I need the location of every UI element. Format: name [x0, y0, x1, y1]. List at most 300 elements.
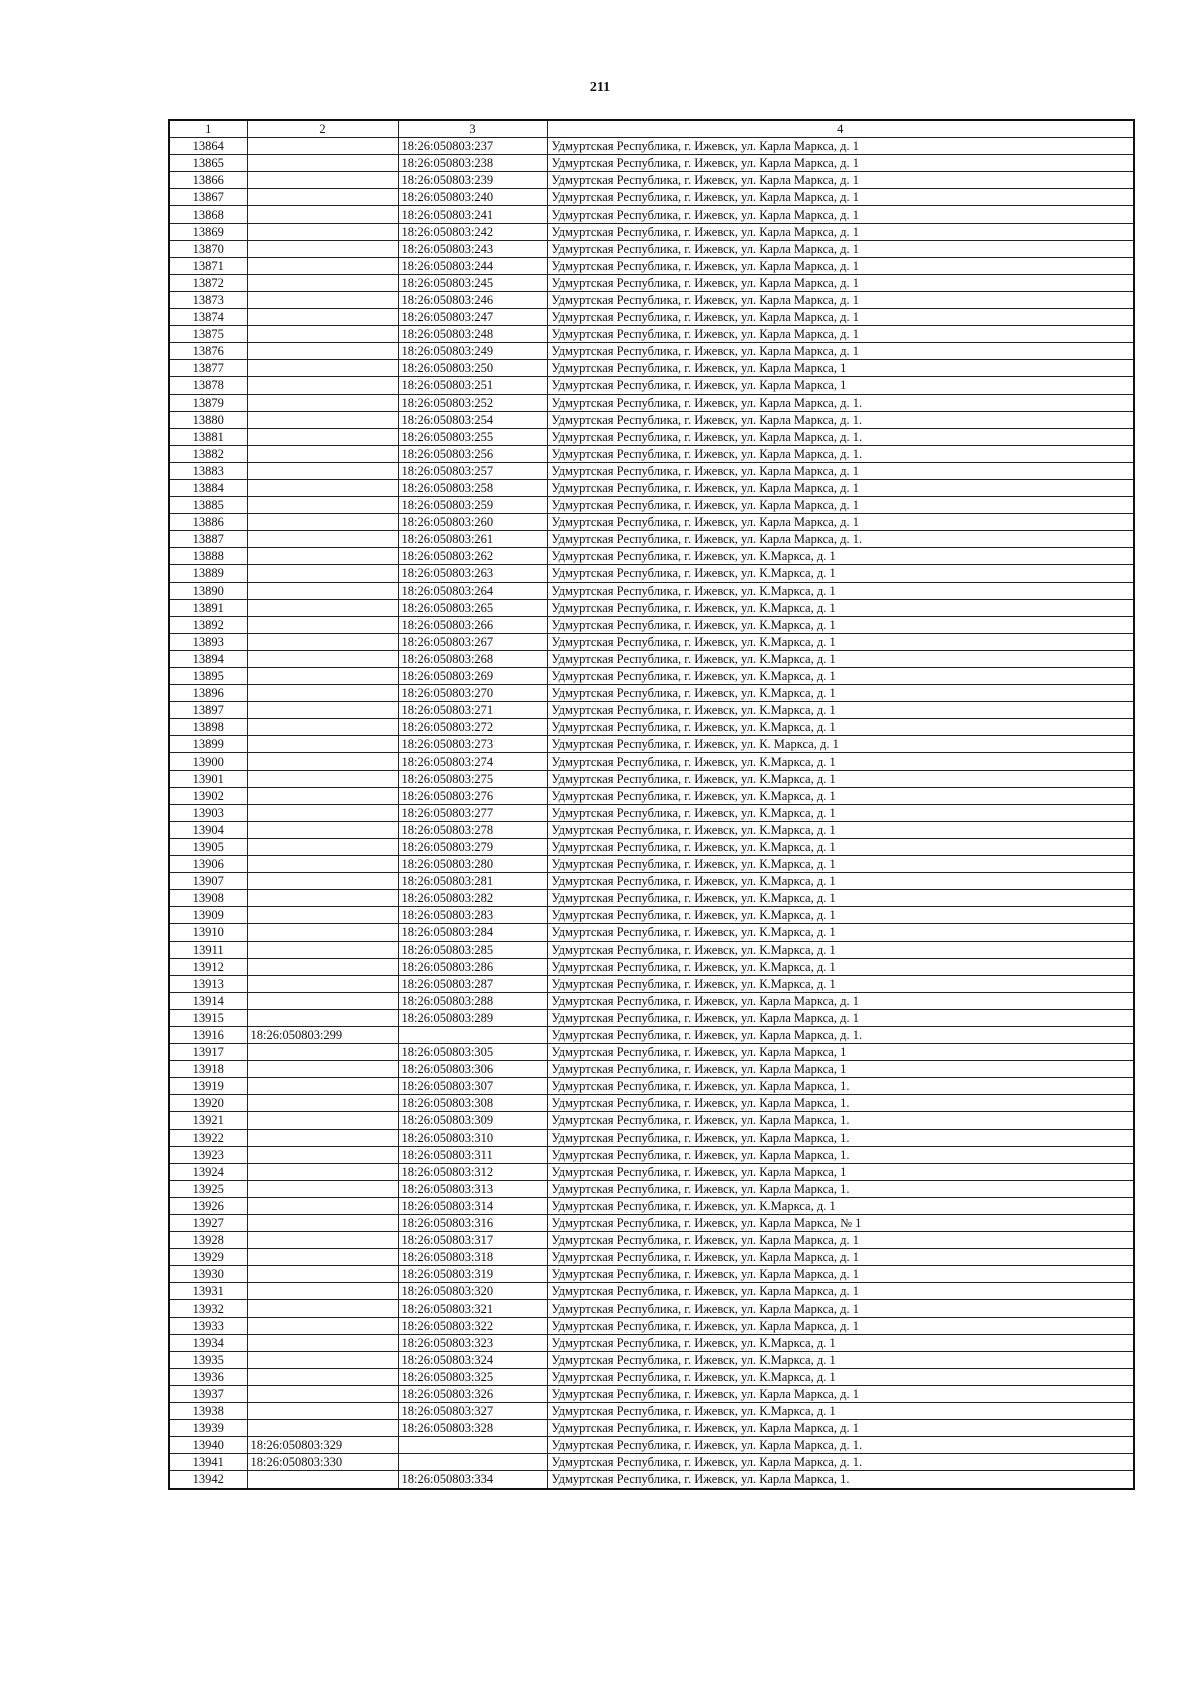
table-row	[169, 411, 1134, 428]
table-row	[169, 941, 1134, 958]
row-number-cell: 13894	[169, 650, 247, 667]
address-cell: Удмуртская Республика, г. Ижевск, ул. К.Маркса, д. 1	[547, 633, 1134, 650]
row-number-cell: 13905	[169, 838, 247, 855]
cadastral-number-cell-a	[247, 1146, 398, 1163]
address-cell: Удмуртская Республика, г. Ижевск, ул. Карла Маркса, д. 1	[547, 497, 1134, 514]
cadastral-number-cell-a	[247, 668, 398, 685]
cadastral-number-cell-b: 18:26:050803:251	[398, 377, 547, 394]
row-number-cell: 13889	[169, 565, 247, 582]
address-cell: Удмуртская Республика, г. Ижевск, ул. К.Маркса, д. 1	[547, 1197, 1134, 1214]
address-cell: Удмуртская Республика, г. Ижевск, ул. Карла Маркса, д. 1	[547, 291, 1134, 308]
cadastral-number-cell-a	[247, 804, 398, 821]
table-row	[169, 668, 1134, 685]
cadastral-number-cell-b: 18:26:050803:284	[398, 924, 547, 941]
row-number-cell: 13913	[169, 975, 247, 992]
row-number-cell: 13900	[169, 753, 247, 770]
cadastral-number-cell-b: 18:26:050803:252	[398, 394, 547, 411]
table-row	[169, 206, 1134, 223]
row-number-cell: 13881	[169, 428, 247, 445]
table-row	[169, 394, 1134, 411]
page-number: 211	[589, 80, 611, 95]
cadastral-number-cell-b: 18:26:050803:274	[398, 753, 547, 770]
address-cell: Удмуртская Республика, г. Ижевск, ул. Карла Маркса, 1.	[547, 1095, 1134, 1112]
cadastral-number-cell-b: 18:26:050803:322	[398, 1317, 547, 1334]
cadastral-number-cell-b: 18:26:050803:328	[398, 1420, 547, 1437]
cadastral-number-cell-a	[247, 1403, 398, 1420]
table-row	[169, 548, 1134, 565]
row-number-cell: 13942	[169, 1471, 247, 1489]
cadastral-number-cell-b: 18:26:050803:248	[398, 326, 547, 343]
cadastral-number-cell-b: 18:26:050803:326	[398, 1385, 547, 1402]
row-number-cell: 13920	[169, 1095, 247, 1112]
address-cell: Удмуртская Республика, г. Ижевск, ул. К.Маркса, д. 1	[547, 565, 1134, 582]
table-row	[169, 377, 1134, 394]
cadastral-number-cell-b: 18:26:050803:273	[398, 736, 547, 753]
address-cell: Удмуртская Республика, г. Ижевск, ул. Карла Маркса, д. 1	[547, 257, 1134, 274]
row-number-cell: 13906	[169, 856, 247, 873]
cadastral-number-cell-a	[247, 1471, 398, 1489]
cadastral-number-cell-b: 18:26:050803:261	[398, 531, 547, 548]
address-cell: Удмуртская Республика, г. Ижевск, ул. Карла Маркса, № 1	[547, 1215, 1134, 1232]
row-number-cell: 13877	[169, 360, 247, 377]
cadastral-number-cell-b: 18:26:050803:238	[398, 155, 547, 172]
address-cell: Удмуртская Республика, г. Ижевск, ул. К.Маркса, д. 1	[547, 787, 1134, 804]
table-row	[169, 1317, 1134, 1334]
row-number-cell: 13910	[169, 924, 247, 941]
table-row	[169, 1095, 1134, 1112]
table-row	[169, 1078, 1134, 1095]
table-body	[169, 138, 1134, 1489]
table-row	[169, 1454, 1134, 1471]
cadastral-number-cell-b: 18:26:050803:244	[398, 257, 547, 274]
address-cell: Удмуртская Республика, г. Ижевск, ул. Карла Маркса, д. 1	[547, 1266, 1134, 1283]
table-row	[169, 1266, 1134, 1283]
cadastral-number-cell-b: 18:26:050803:249	[398, 343, 547, 360]
address-cell: Удмуртская Республика, г. Ижевск, ул. К.Маркса, д. 1	[547, 702, 1134, 719]
row-number-cell: 13912	[169, 958, 247, 975]
table-row	[169, 1163, 1134, 1180]
table-row	[169, 240, 1134, 257]
cadastral-number-cell-b: 18:26:050803:276	[398, 787, 547, 804]
cadastral-number-cell-b: 18:26:050803:255	[398, 428, 547, 445]
row-number-cell: 13923	[169, 1146, 247, 1163]
row-number-cell: 13874	[169, 309, 247, 326]
cadastral-number-cell-a	[247, 1385, 398, 1402]
address-cell: Удмуртская Республика, г. Ижевск, ул. Карла Маркса, 1	[547, 360, 1134, 377]
table-row	[169, 1232, 1134, 1249]
column-header-4: 4	[547, 120, 1134, 138]
address-cell: Удмуртская Республика, г. Ижевск, ул. Карла Маркса, д. 1	[547, 1300, 1134, 1317]
address-cell: Удмуртская Республика, г. Ижевск, ул. Карла Маркса, д. 1	[547, 1420, 1134, 1437]
address-cell: Удмуртская Республика, г. Ижевск, ул. К.Маркса, д. 1	[547, 838, 1134, 855]
row-number-cell: 13908	[169, 890, 247, 907]
table-row	[169, 1403, 1134, 1420]
cadastral-number-cell-a	[247, 1283, 398, 1300]
address-cell: Удмуртская Республика, г. Ижевск, ул. Карла Маркса, 1	[547, 1163, 1134, 1180]
address-cell: Удмуртская Республика, г. Ижевск, ул. Карла Маркса, д. 1.	[547, 1454, 1134, 1471]
table-row	[169, 890, 1134, 907]
row-number-cell: 13864	[169, 138, 247, 155]
address-cell: Удмуртская Республика, г. Ижевск, ул. Карла Маркса, д. 1	[547, 1385, 1134, 1402]
cadastral-number-cell-b: 18:26:050803:321	[398, 1300, 547, 1317]
cadastral-number-cell-a	[247, 1163, 398, 1180]
table-row	[169, 1197, 1134, 1214]
address-cell: Удмуртская Республика, г. Ижевск, ул. К. Маркса, д. 1	[547, 736, 1134, 753]
column-header-3: 3	[398, 120, 547, 138]
cadastral-number-cell-b: 18:26:050803:266	[398, 616, 547, 633]
address-cell: Удмуртская Республика, г. Ижевск, ул. Карла Маркса, д. 1	[547, 172, 1134, 189]
cadastral-number-cell-b: 18:26:050803:287	[398, 975, 547, 992]
table-row	[169, 719, 1134, 736]
cadastral-number-cell-b: 18:26:050803:243	[398, 240, 547, 257]
row-number-cell: 13927	[169, 1215, 247, 1232]
address-cell: Удмуртская Республика, г. Ижевск, ул. К.Маркса, д. 1	[547, 599, 1134, 616]
cadastral-number-cell-a	[247, 548, 398, 565]
row-number-cell: 13935	[169, 1351, 247, 1368]
address-cell: Удмуртская Республика, г. Ижевск, ул. К.Маркса, д. 1	[547, 821, 1134, 838]
row-number-cell: 13907	[169, 873, 247, 890]
table-row	[169, 685, 1134, 702]
row-number-cell: 13901	[169, 770, 247, 787]
address-cell: Удмуртская Республика, г. Ижевск, ул. Карла Маркса, 1	[547, 1044, 1134, 1061]
table-row	[169, 907, 1134, 924]
cadastral-number-cell-b: 18:26:050803:257	[398, 462, 547, 479]
row-number-cell: 13926	[169, 1197, 247, 1214]
table-row	[169, 1385, 1134, 1402]
row-number-cell: 13940	[169, 1437, 247, 1454]
registry-table	[168, 119, 1135, 1490]
table-row	[169, 291, 1134, 308]
table-row	[169, 633, 1134, 650]
cadastral-number-cell-a	[247, 343, 398, 360]
cadastral-number-cell-a	[247, 138, 398, 155]
row-number-cell: 13867	[169, 189, 247, 206]
cadastral-number-cell-b: 18:26:050803:279	[398, 838, 547, 855]
table-row	[169, 428, 1134, 445]
row-number-cell: 13891	[169, 599, 247, 616]
table-row	[169, 856, 1134, 873]
row-number-cell: 13902	[169, 787, 247, 804]
row-number-cell: 13873	[169, 291, 247, 308]
cadastral-number-cell-b: 18:26:050803:288	[398, 992, 547, 1009]
row-number-cell: 13909	[169, 907, 247, 924]
cadastral-number-cell-a	[247, 1078, 398, 1095]
cadastral-number-cell-a	[247, 274, 398, 291]
cadastral-number-cell-a	[247, 1420, 398, 1437]
table-row	[169, 924, 1134, 941]
address-cell: Удмуртская Республика, г. Ижевск, ул. Карла Маркса, д. 1.	[547, 394, 1134, 411]
cadastral-number-cell-a	[247, 223, 398, 240]
cadastral-number-cell-a	[247, 753, 398, 770]
cadastral-number-cell-b: 18:26:050803:312	[398, 1163, 547, 1180]
address-cell: Удмуртская Республика, г. Ижевск, ул. К.Маркса, д. 1	[547, 1334, 1134, 1351]
column-header-2: 2	[247, 120, 398, 138]
cadastral-number-cell-a	[247, 1215, 398, 1232]
address-cell: Удмуртская Республика, г. Ижевск, ул. Карла Маркса, д. 1	[547, 189, 1134, 206]
table-row	[169, 1300, 1134, 1317]
table-row	[169, 1249, 1134, 1266]
cadastral-number-cell-b: 18:26:050803:305	[398, 1044, 547, 1061]
table-row	[169, 1112, 1134, 1129]
cadastral-number-cell-b: 18:26:050803:260	[398, 514, 547, 531]
cadastral-number-cell-a	[247, 736, 398, 753]
address-cell: Удмуртская Республика, г. Ижевск, ул. Карла Маркса, д. 1.	[547, 445, 1134, 462]
table-row	[169, 326, 1134, 343]
cadastral-number-cell-b: 18:26:050803:324	[398, 1351, 547, 1368]
cadastral-number-cell-b: 18:26:050803:283	[398, 907, 547, 924]
row-number-cell: 13903	[169, 804, 247, 821]
cadastral-number-cell-a	[247, 479, 398, 496]
cadastral-number-cell-a	[247, 873, 398, 890]
cadastral-number-cell-b: 18:26:050803:271	[398, 702, 547, 719]
cadastral-number-cell-a	[247, 257, 398, 274]
cadastral-number-cell-a	[247, 633, 398, 650]
row-number-cell: 13890	[169, 582, 247, 599]
cadastral-number-cell-b: 18:26:050803:264	[398, 582, 547, 599]
row-number-cell: 13933	[169, 1317, 247, 1334]
row-number-cell: 13876	[169, 343, 247, 360]
row-number-cell: 13939	[169, 1420, 247, 1437]
address-cell: Удмуртская Республика, г. Ижевск, ул. Карла Маркса, 1.	[547, 1078, 1134, 1095]
cadastral-number-cell-b: 18:26:050803:269	[398, 668, 547, 685]
row-number-cell: 13936	[169, 1368, 247, 1385]
address-cell: Удмуртская Республика, г. Ижевск, ул. К.Маркса, д. 1	[547, 1403, 1134, 1420]
cadastral-number-cell-a	[247, 1232, 398, 1249]
row-number-cell: 13904	[169, 821, 247, 838]
cadastral-number-cell-a	[247, 445, 398, 462]
address-cell: Удмуртская Республика, г. Ижевск, ул. Карла Маркса, д. 1	[547, 1009, 1134, 1026]
table-row	[169, 873, 1134, 890]
cadastral-number-cell-b: 18:26:050803:254	[398, 411, 547, 428]
table-row	[169, 1420, 1134, 1437]
cadastral-number-cell-a	[247, 1197, 398, 1214]
table-row	[169, 172, 1134, 189]
row-number-cell: 13897	[169, 702, 247, 719]
table-row	[169, 958, 1134, 975]
address-cell: Удмуртская Республика, г. Ижевск, ул. Карла Маркса, д. 1	[547, 479, 1134, 496]
cadastral-number-cell-b: 18:26:050803:311	[398, 1146, 547, 1163]
cadastral-number-cell-b: 18:26:050803:308	[398, 1095, 547, 1112]
cadastral-number-cell-b: 18:26:050803:268	[398, 650, 547, 667]
row-number-cell: 13884	[169, 479, 247, 496]
row-number-cell: 13870	[169, 240, 247, 257]
row-number-cell: 13917	[169, 1044, 247, 1061]
cadastral-number-cell-b: 18:26:050803:316	[398, 1215, 547, 1232]
cadastral-number-cell-a	[247, 1368, 398, 1385]
cadastral-number-cell-a	[247, 719, 398, 736]
table-row	[169, 360, 1134, 377]
table-row	[169, 462, 1134, 479]
row-number-cell: 13882	[169, 445, 247, 462]
cadastral-number-cell-b: 18:26:050803:258	[398, 479, 547, 496]
cadastral-number-cell-a	[247, 1095, 398, 1112]
row-number-cell: 13879	[169, 394, 247, 411]
row-number-cell: 13886	[169, 514, 247, 531]
cadastral-number-cell-a	[247, 326, 398, 343]
cadastral-number-cell-b	[398, 1026, 547, 1043]
cadastral-number-cell-b: 18:26:050803:242	[398, 223, 547, 240]
table-row	[169, 1061, 1134, 1078]
cadastral-number-cell-a	[247, 770, 398, 787]
cadastral-number-cell-a	[247, 377, 398, 394]
row-number-cell: 13898	[169, 719, 247, 736]
column-header-1: 1	[169, 120, 247, 138]
cadastral-number-cell-a	[247, 599, 398, 616]
cadastral-number-cell-a	[247, 565, 398, 582]
address-cell: Удмуртская Республика, г. Ижевск, ул. Карла Маркса, д. 1	[547, 462, 1134, 479]
table-row	[169, 787, 1134, 804]
cadastral-number-cell-a	[247, 1334, 398, 1351]
cadastral-number-cell-a	[247, 206, 398, 223]
address-cell: Удмуртская Республика, г. Ижевск, ул. Карла Маркса, д. 1	[547, 1232, 1134, 1249]
address-cell: Удмуртская Республика, г. Ижевск, ул. Карла Маркса, д. 1.	[547, 1437, 1134, 1454]
row-number-cell: 13938	[169, 1403, 247, 1420]
table-row	[169, 257, 1134, 274]
address-cell: Удмуртская Республика, г. Ижевск, ул. К.Маркса, д. 1	[547, 941, 1134, 958]
row-number-cell: 13885	[169, 497, 247, 514]
address-cell: Удмуртская Республика, г. Ижевск, ул. Карла Маркса, д. 1	[547, 343, 1134, 360]
table-row	[169, 309, 1134, 326]
table-row	[169, 189, 1134, 206]
cadastral-number-cell-b: 18:26:050803:323	[398, 1334, 547, 1351]
address-cell: Удмуртская Республика, г. Ижевск, ул. Карла Маркса, д. 1	[547, 1283, 1134, 1300]
cadastral-number-cell-b: 18:26:050803:285	[398, 941, 547, 958]
table-row	[169, 975, 1134, 992]
row-number-cell: 13899	[169, 736, 247, 753]
row-number-cell: 13937	[169, 1385, 247, 1402]
cadastral-number-cell-b: 18:26:050803:310	[398, 1129, 547, 1146]
table-row	[169, 650, 1134, 667]
address-cell: Удмуртская Республика, г. Ижевск, ул. К.Маркса, д. 1	[547, 1368, 1134, 1385]
address-cell: Удмуртская Республика, г. Ижевск, ул. К.Маркса, д. 1	[547, 975, 1134, 992]
row-number-cell: 13919	[169, 1078, 247, 1095]
table-row	[169, 804, 1134, 821]
table-row	[169, 1283, 1134, 1300]
cadastral-number-cell-b: 18:26:050803:240	[398, 189, 547, 206]
address-cell: Удмуртская Республика, г. Ижевск, ул. К.Маркса, д. 1	[547, 753, 1134, 770]
address-cell: Удмуртская Республика, г. Ижевск, ул. К.Маркса, д. 1	[547, 924, 1134, 941]
row-number-cell: 13866	[169, 172, 247, 189]
row-number-cell: 13924	[169, 1163, 247, 1180]
address-cell: Удмуртская Республика, г. Ижевск, ул. К.Маркса, д. 1	[547, 685, 1134, 702]
row-number-cell: 13892	[169, 616, 247, 633]
cadastral-number-cell-b: 18:26:050803:245	[398, 274, 547, 291]
cadastral-number-cell-b: 18:26:050803:313	[398, 1180, 547, 1197]
cadastral-number-cell-a	[247, 428, 398, 445]
cadastral-number-cell-a	[247, 838, 398, 855]
row-number-cell: 13915	[169, 1009, 247, 1026]
address-cell: Удмуртская Республика, г. Ижевск, ул. К.Маркса, д. 1	[547, 719, 1134, 736]
table-row	[169, 1009, 1134, 1026]
row-number-cell: 13875	[169, 326, 247, 343]
address-cell: Удмуртская Республика, г. Ижевск, ул. Карла Маркса, д. 1	[547, 309, 1134, 326]
address-cell: Удмуртская Республика, г. Ижевск, ул. Карла Маркса, д. 1	[547, 1249, 1134, 1266]
cadastral-number-cell-b: 18:26:050803:272	[398, 719, 547, 736]
cadastral-number-cell-a	[247, 787, 398, 804]
address-cell: Удмуртская Республика, г. Ижевск, ул. К.Маркса, д. 1	[547, 958, 1134, 975]
row-number-cell: 13878	[169, 377, 247, 394]
cadastral-number-cell-b: 18:26:050803:267	[398, 633, 547, 650]
table-row	[169, 582, 1134, 599]
cadastral-number-cell-a	[247, 958, 398, 975]
cadastral-number-cell-a	[247, 616, 398, 633]
cadastral-number-cell-a	[247, 1044, 398, 1061]
cadastral-number-cell-b: 18:26:050803:318	[398, 1249, 547, 1266]
table-row	[169, 445, 1134, 462]
cadastral-number-cell-a	[247, 1180, 398, 1197]
cadastral-number-cell-a	[247, 240, 398, 257]
row-number-cell: 13922	[169, 1129, 247, 1146]
cadastral-number-cell-a	[247, 531, 398, 548]
address-cell: Удмуртская Республика, г. Ижевск, ул. Карла Маркса, д. 1	[547, 240, 1134, 257]
cadastral-number-cell-a	[247, 1249, 398, 1266]
cadastral-number-cell-b: 18:26:050803:237	[398, 138, 547, 155]
cadastral-number-cell-a	[247, 1266, 398, 1283]
address-cell: Удмуртская Республика, г. Ижевск, ул. Карла Маркса, 1.	[547, 1180, 1134, 1197]
row-number-cell: 13887	[169, 531, 247, 548]
table-row	[169, 1129, 1134, 1146]
cadastral-number-cell-b: 18:26:050803:306	[398, 1061, 547, 1078]
cadastral-number-cell-b	[398, 1454, 547, 1471]
cadastral-number-cell-a	[247, 1129, 398, 1146]
cadastral-number-cell-b: 18:26:050803:309	[398, 1112, 547, 1129]
cadastral-number-cell-b: 18:26:050803:247	[398, 309, 547, 326]
cadastral-number-cell-a	[247, 907, 398, 924]
table-row	[169, 770, 1134, 787]
address-cell: Удмуртская Республика, г. Ижевск, ул. Карла Маркса, 1.	[547, 1146, 1134, 1163]
table-row	[169, 838, 1134, 855]
row-number-cell: 13911	[169, 941, 247, 958]
table-row	[169, 736, 1134, 753]
address-cell: Удмуртская Республика, г. Ижевск, ул. Карла Маркса, д. 1	[547, 223, 1134, 240]
cadastral-number-cell-b: 18:26:050803:289	[398, 1009, 547, 1026]
row-number-cell: 13896	[169, 685, 247, 702]
cadastral-number-cell-a	[247, 941, 398, 958]
cadastral-number-cell-b: 18:26:050803:277	[398, 804, 547, 821]
table-row	[169, 155, 1134, 172]
cadastral-number-cell-a	[247, 992, 398, 1009]
cadastral-number-cell-b: 18:26:050803:259	[398, 497, 547, 514]
row-number-cell: 13930	[169, 1266, 247, 1283]
row-number-cell: 13893	[169, 633, 247, 650]
row-number-cell: 13880	[169, 411, 247, 428]
table-row	[169, 479, 1134, 496]
table-row	[169, 1180, 1134, 1197]
table-row	[169, 343, 1134, 360]
cadastral-number-cell-b: 18:26:050803:239	[398, 172, 547, 189]
row-number-cell: 13929	[169, 1249, 247, 1266]
table-row	[169, 599, 1134, 616]
row-number-cell: 13869	[169, 223, 247, 240]
cadastral-number-cell-a	[247, 975, 398, 992]
cadastral-number-cell-b: 18:26:050803:246	[398, 291, 547, 308]
cadastral-number-cell-a	[247, 497, 398, 514]
cadastral-number-cell-a	[247, 291, 398, 308]
row-number-cell: 13883	[169, 462, 247, 479]
cadastral-number-cell-a	[247, 360, 398, 377]
address-cell: Удмуртская Республика, г. Ижевск, ул. Карла Маркса, д. 1	[547, 206, 1134, 223]
cadastral-number-cell-a	[247, 172, 398, 189]
table-row	[169, 138, 1134, 155]
cadastral-number-cell-a	[247, 394, 398, 411]
table-row	[169, 1026, 1134, 1043]
table-row	[169, 1334, 1134, 1351]
cadastral-number-cell-b: 18:26:050803:250	[398, 360, 547, 377]
address-cell: Удмуртская Республика, г. Ижевск, ул. К.Маркса, д. 1	[547, 548, 1134, 565]
row-number-cell: 13921	[169, 1112, 247, 1129]
row-number-cell: 13931	[169, 1283, 247, 1300]
cadastral-number-cell-b: 18:26:050803:262	[398, 548, 547, 565]
